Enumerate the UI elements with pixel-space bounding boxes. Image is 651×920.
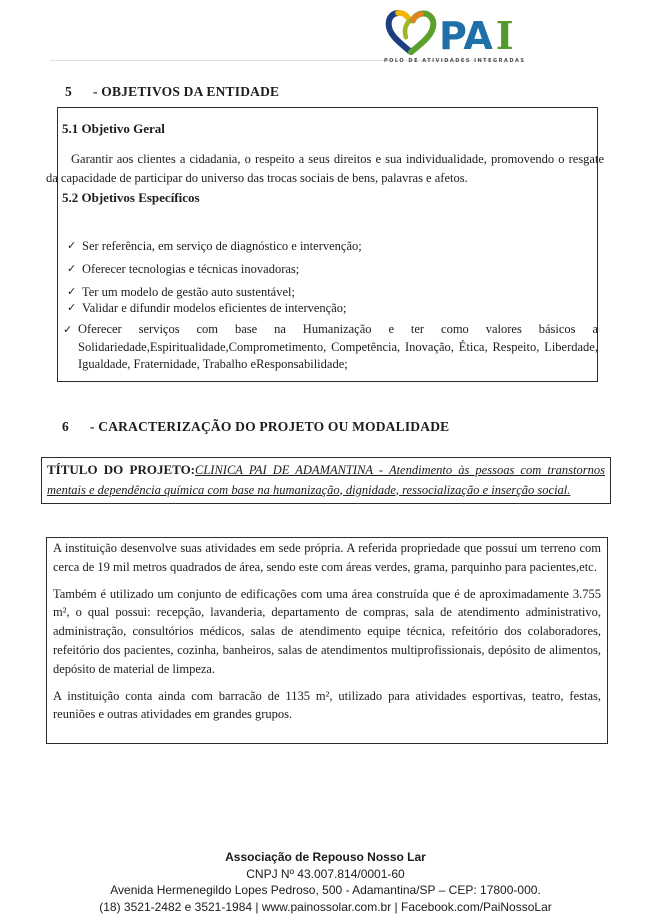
objective-specific-heading: 5.2 Objetivos Específicos [62,190,200,205]
pai-logo [384,9,534,64]
check-icon: ✓ [67,285,77,298]
footer-cnpj: CNPJ Nº 43.007.814/0001-60 [246,866,405,881]
objectives-box [46,107,604,382]
description-paragraph: A instituição conta ainda com barracão de 1135 m², utilizado para atividades esportivas, teatro, festas, reuniões e outras atividades em grandes grupos. [53,688,601,722]
description-paragraph: Também é utilizado um conjunto de edificações com uma área construída que é de aproximadamente 3.755 m², o qual possui: recepção, lavanderia, departamento de compras, sala de atendimento administrativo, administração, consultórios médicos, salas de atendimento equipe técnica, refeitório dos colaboradores, refeitório dos pacientes, cozinha, banheiros, salas de atendimentos multiprofissionais, depósito de alimentos, depósito de material de limpeza. [53,586,601,676]
section-5-heading [65,84,279,100]
objective-item-text: Ter um modelo de gestão auto sustentável; [82,285,295,299]
project-title-label: TÍTULO DO PROJETO: [47,462,196,477]
footer-organization: Associação de Repouso Nosso Lar [225,850,426,864]
logo-caption: POLO DE ATIVIDADES INTEGRADAS [384,58,526,64]
objective-general-paragraph: Garantir aos clientes a cidadania, o respeito a seus direitos e sua individualidade, promovendo o resgate da capacidade de participar do universo das trocas sociais de bens, palavras e afetos. [46,152,604,185]
project-title-box [41,457,611,504]
check-icon: ✓ [67,239,77,252]
objective-item-text: Validar e difundir modelos eficientes de intervenção; [82,301,347,315]
project-title-paragraph [47,460,605,500]
logo-letters-pa: PA [439,14,493,58]
project-title-text: CLINICA PAI DE ADAMANTINA - Atendimento às pessoas com transtornos mentais e dependência química com base na humanização, dignidade, ressocialização e inserção social. [47,463,606,497]
logo-acronym [439,9,514,56]
footer-address: Avenida Hermenegildo Lopes Pedroso, 500 - Adamantina/SP – CEP: 17800-000. [110,883,541,897]
objective-item [58,299,594,317]
check-icon: ✓ [63,323,73,336]
specific-objectives-list [58,237,597,374]
objective-item-text: Oferecer serviços com base na Humanização e ter como valores básicos a Solidariedade,Espiritualidade,Comprometimento, Competência, Inovação, Ética, Respeito, Liberdade, Igualdade, Fraternidade, Trabalho eResponsabilidade; [78,322,598,371]
objective-item-text: Ser referência, em serviço de diagnóstico e intervenção; [82,239,362,253]
section-6-number: 6 [62,419,69,434]
objective-item [58,321,598,374]
section-5-title: - OBJETIVOS DA ENTIDADE [93,84,280,99]
objective-item [58,237,594,255]
project-description-box [46,537,608,744]
section-5-number: 5 [65,84,72,99]
description-paragraph: A instituição desenvolve suas atividades em sede própria. A referida propriedade que possui um terreno com cerca de 19 mil metros quadrados de área, sendo este com áreas verdes, grama, parquinho para pacientes,etc. [53,541,601,574]
check-icon: ✓ [67,262,77,275]
section-6-heading [62,419,449,435]
heart-logo-icon [384,9,438,56]
logo-letter-i: I [495,13,514,58]
section-6-title: - CARACTERIZAÇÃO DO PROJETO OU MODALIDADE [90,419,450,434]
footer-contact: (18) 3521-2482 e 3521-1984 | www.painossolar.com.br | Facebook.com/PaiNossoLar [99,899,552,914]
objective-item-text: Oferecer tecnologias e técnicas inovadoras; [82,262,300,276]
objective-item [58,260,594,278]
page-footer [0,849,651,915]
objective-general-heading: 5.1 Objetivo Geral [62,121,165,136]
check-icon: ✓ [67,301,77,314]
